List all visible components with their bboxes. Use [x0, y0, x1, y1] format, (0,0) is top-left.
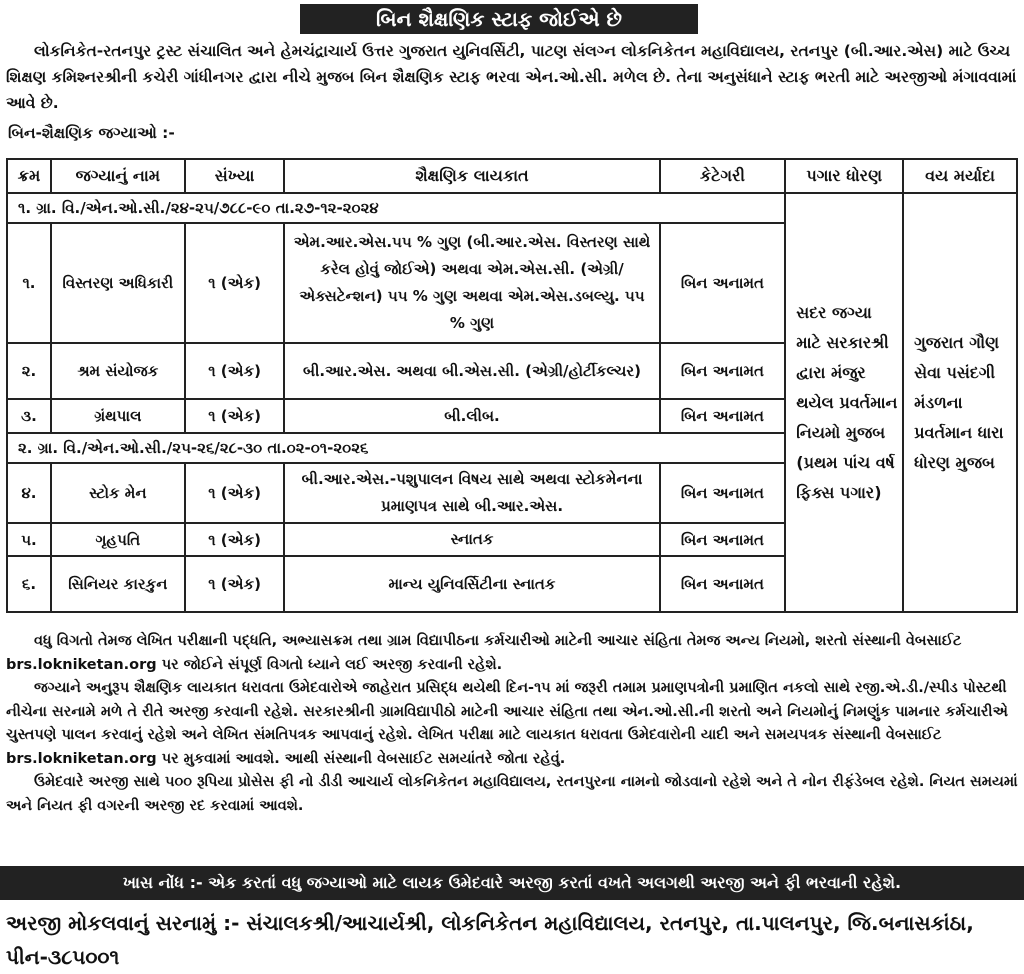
row-category: બિન અનામત	[660, 223, 786, 343]
row-name: શ્રમ સંયોજક	[51, 343, 185, 399]
group-row-1	[7, 193, 1017, 223]
header-name: જગ્યાનું નામ	[51, 159, 185, 193]
row-qualification: બી.લીબ.	[284, 399, 659, 433]
salary-cell: સદર જગ્યા માટે સરકારશ્રી દ્વારા મંજુર થયેલ પ્રવર્તમાન નિયમો મુજબ (પ્રથમ પાંચ વર્ષ ફિક્સ પગાર)	[785, 193, 903, 612]
row-count: ૧ (એક)	[185, 223, 285, 343]
header-count: સંખ્યા	[185, 159, 285, 193]
address-line: અરજી મોકલવાનું સરનામું :- સંચાલકશ્રી/આચાર્યશ્રી, લોકનિકેતન મહાવિદ્યાલય, રતનપુર, તા.પાલનપુર, જિ.બનાસકાંઠા, પીન-૩૮૫૦૦૧	[6, 911, 974, 969]
row-count: ૧ (એક)	[185, 556, 285, 612]
row-name: ગૃહપતિ	[51, 523, 185, 556]
special-note-banner: ખાસ નોંધ :- એક કરતાં વધુ જગ્યાઓ માટે લાયક ઉમેદવારે અરજી કરતાં વખતે અલગથી અરજી અને ફી ભરવાની રહેશે.	[0, 866, 1024, 900]
row-qualification: બી.આર.એસ. અથવા બી.એસ.સી. (એગ્રી/હોર્ટીકલ્ચર)	[284, 343, 659, 399]
row-name: વિસ્તરણ અધિકારી	[51, 223, 185, 343]
row-count: ૧ (એક)	[185, 523, 285, 556]
row-no: ૫.	[7, 523, 51, 556]
row-count: ૧ (એક)	[185, 399, 285, 433]
header-salary: પગાર ધોરણ	[785, 159, 903, 193]
intro-text	[6, 38, 1018, 116]
row-category: બિન અનામત	[660, 399, 786, 433]
row-no: ૬.	[7, 556, 51, 612]
row-name: ગ્રંથપાલ	[51, 399, 185, 433]
ad-title: બિન શૈક્ષણિક સ્ટાફ જોઈએ છે	[300, 4, 698, 34]
note-paragraph: જગ્યાને અનુરૂપ શૈક્ષણિક લાયકાત ધરાવતા ઉમેદવારોએ જાહેરાત પ્રસિદ્ધ થયેથી દિન-૧૫ માં જરૂરી તમામ પ્રમાણપત્રોની પ્રમાણિત નકલો સાથે રજી.એ.ડી./સ્પીડ પોસ્ટથી નીચેના સરનામે મળે તે રીતે અરજી કરવાની રહેશે. સરકારશ્રીની ગ્રામવિદ્યાપીઠો માટેની આચાર સંહિતા તથા એન.ઓ.સી.ની શરતો અને નિયમોનું નિમણુંક પામનાર કર્મચારીએ ચુસ્તપણે પાલન કરવાનું રહેશે અને લેખિત સંમતિપત્રક આપવાનું રહેશે. લેખિત પરીક્ષા માટે લાયકાત ધરાવતા ઉમેદવારોની યાદી અને સમયપત્રક સંસ્થાની વેબસાઈટ brs.lokniketan.org પર મુકવામાં આવશે. આથી સંસ્થાની વેબસાઈટ સમયાંતરે જોતા રહેવું.	[6, 680, 1008, 767]
notes-section	[6, 630, 1018, 818]
row-qualification: સ્નાતક	[284, 523, 659, 556]
header-category: કેટેગરી	[660, 159, 786, 193]
header-qualification: શૈક્ષણિક લાયકાત	[284, 159, 659, 193]
row-count: ૧ (એક)	[185, 463, 285, 523]
group-label-1: ૧. ગ્રા. વિ./એન.ઓ.સી./૨૪-૨૫/૭૮૮-૯૦ તા.૨૭-૧૨-૨૦૨૪	[7, 193, 785, 223]
row-name: સિનિયર કારકુન	[51, 556, 185, 612]
row-qualification: માન્ય યુનિવર્સિટીના સ્નાતક	[284, 556, 659, 612]
row-qualification: એમ.આર.એસ.૫૫ % ગુણ (બી.આર.એસ. વિસ્તરણ સાથે કરેલ હોવું જોઈએ) અથવા એમ.એસ.સી. (એગ્રી/એક્સટેન્શન) ૫૫ % ગુણ અથવા એમ.એસ.ડબલ્યુ. ૫૫ % ગુણ	[284, 223, 659, 343]
header-no: ક્રમ	[7, 159, 51, 193]
row-category: બિન અનામત	[660, 463, 786, 523]
row-no: ૨.	[7, 343, 51, 399]
group-label-2: ૨. ગ્રા. વિ./એન.ઓ.સી./૨૫-૨૬/૨૮-૩૦ તા.૦૨-૦૧-૨૦૨૬	[7, 433, 785, 463]
row-name: સ્ટોક મેન	[51, 463, 185, 523]
row-no: ૩.	[7, 399, 51, 433]
row-no: ૪.	[7, 463, 51, 523]
row-category: બિન અનામત	[660, 556, 786, 612]
row-qualification: બી.આર.એસ.-પશુપાલન વિષય સાથે અથવા સ્ટોકમેનના પ્રમાણપત્ર સાથે બી.આર.એસ.	[284, 463, 659, 523]
intro-paragraph: લોકનિકેત-રતનપુર ટ્રસ્ટ સંચાલિત અને હેમચંદ્રાચાર્ય ઉત્તર ગુજરાત યુનિવર્સિટી, પાટણ સંલગ્ન લોકનિકેતન મહાવિદ્યાલય, રતનપુર (બી.આર.એસ) માટે ઉચ્ચ શિક્ષણ કમિશ્નરશ્રીની કચેરી ગાંધીનગર દ્વારા નીચે મુજબ બિન શૈક્ષણિક સ્ટાફ ભરવા એન.ઓ.સી. મળેલ છે. તેના અનુસંધાને સ્ટાફ ભરતી માટે અરજીઓ મંગાવવામાં આવે છે.	[6, 42, 1017, 112]
row-category: બિન અનામત	[660, 343, 786, 399]
section-label: બિન-શૈક્ષણિક જગ્યાઓ :-	[8, 124, 175, 142]
table-header-row	[7, 159, 1017, 193]
header-age: વય મર્યાદા	[903, 159, 1017, 193]
row-category: બિન અનામત	[660, 523, 786, 556]
age-cell: ગુજરાત ગૌણ સેવા પસંદગી મંડળના પ્રવર્તમાન ધારા ધોરણ મુજબ	[903, 193, 1017, 612]
row-no: ૧.	[7, 223, 51, 343]
note-paragraph: ઉમેદવારે અરજી સાથે ૫૦૦ રૂપિયા પ્રોસેસ ફી નો ડીડી આચાર્ય લોકનિકેતન મહાવિદ્યાલય, રતનપુરના નામનો જોડવાનો રહેશે અને તે નોન રીફંડેબલ રહેશે. નિયત સમયમાં અને નિયત ફી વગરની અરજી રદ કરવામાં આવશે.	[6, 774, 1018, 814]
posts-table	[6, 158, 1018, 613]
row-count: ૧ (એક)	[185, 343, 285, 399]
note-paragraph: વધુ વિગતો તેમજ લેખિત પરીક્ષાની પદ્ધતિ, અભ્યાસક્રમ તથા ગ્રામ વિદ્યાપીઠના કર્મચારીઓ માટેની આચાર સંહિતા તેમજ અન્ય નિયમો, શરતો સંસ્થાની વેબસાઈટ brs.lokniketan.org પર જોઈને સંપૂર્ણ વિગતો ધ્યાને લઈ અરજી કરવાની રહેશે.	[6, 633, 962, 673]
